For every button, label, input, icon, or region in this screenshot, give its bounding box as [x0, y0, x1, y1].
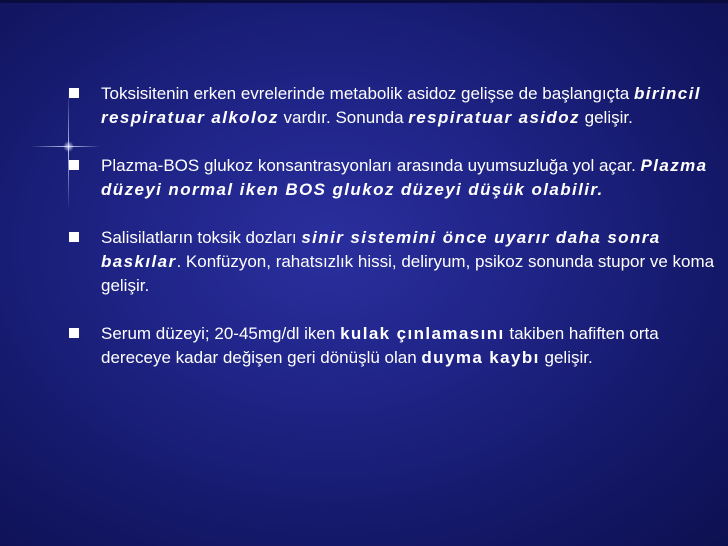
text-segment: gelişir.	[539, 348, 593, 367]
bullet-text	[101, 226, 719, 298]
bullet-text	[101, 154, 719, 202]
bullet-text	[101, 322, 719, 370]
emphasis-segment: Plazma düzeyi normal iken BOS glukoz düzeyi düşük olabilir.	[101, 156, 708, 199]
text-segment: Salisilatların toksik dozları	[101, 228, 302, 247]
square-bullet-icon	[69, 328, 79, 338]
text-segment: vardır. Sonunda	[278, 108, 409, 127]
bullet-item-1	[64, 82, 719, 130]
emphasis-segment: kulak çınlamasını	[340, 324, 505, 343]
emphasis-segment: duyma kaybı	[421, 348, 540, 367]
text-segment: Plazma-BOS glukoz konsantrasyonları arasında uyumsuzluğa yol açar.	[101, 156, 641, 175]
slide-content	[64, 82, 719, 394]
emphasis-segment: birincil respiratuar alkoloz	[101, 84, 701, 127]
emphasis-segment: sinir sistemini önce uyarır daha sonra baskılar	[101, 228, 661, 271]
text-segment: . Konfüzyon, rahatsızlık hissi, deliryum, psikoz sonunda stupor ve koma gelişir.	[101, 252, 715, 295]
bullet-text	[101, 82, 719, 130]
bullet-item-3	[64, 226, 719, 298]
top-edge-band	[0, 0, 728, 3]
square-bullet-icon	[69, 88, 79, 98]
text-segment: Serum düzeyi; 20-45mg/dl iken	[101, 324, 341, 343]
bullet-item-2	[64, 154, 719, 202]
emphasis-segment: respiratuar asidoz	[408, 108, 580, 127]
text-segment: gelişir.	[579, 108, 633, 127]
square-bullet-icon	[69, 232, 79, 242]
text-segment: Toksisitenin erken evrelerinde metabolik asidoz gelişse de başlangıçta	[101, 84, 634, 103]
square-bullet-icon	[69, 160, 79, 170]
bullet-item-4	[64, 322, 719, 370]
text-segment: takiben hafiften orta dereceye kadar değişen geri dönüşlü olan	[101, 324, 659, 367]
